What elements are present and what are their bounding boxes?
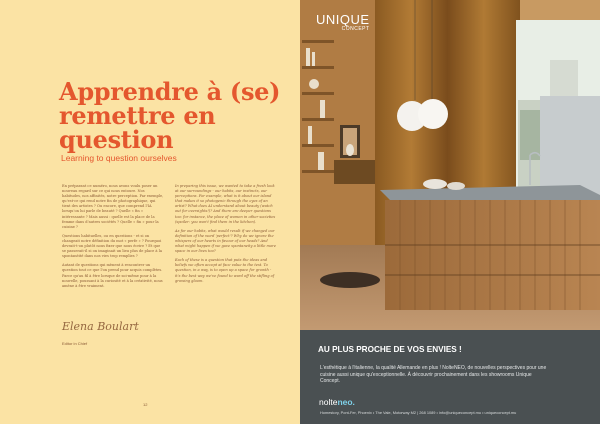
french-paragraph: Questions habituelles, ou en questions - et si on changeait notre définition du mot « perfe » ? Pourquoi devrait-t-on plutôt nous fixer que nous écrire ? Et que se passerait-il si on imaginait un lieu plus de place à la spontanéité dans nos vies trop remplies ? xyxy=(62,233,163,259)
english-paragraph: In preparing this issue, we wanted to take a fresh look at our surroundings - our habits, our instincts, our perceptions. For example, what is it about our island that makes it so photogenic through the eyes of an artist? What does AI understand about beauty (watch out for oversights!)? And there are deeper questions too: for instance, the place of women in other societies (spoiler: you won't find them in the kitchen). xyxy=(175,184,276,224)
nolteneo-logo: nolteneo. xyxy=(319,397,355,407)
ad-headline: AU PLUS PROCHE DE VOS ENVIES ! xyxy=(318,345,462,354)
french-text-column xyxy=(62,184,164,293)
ad-contact-line: Homestory, Pont-Fer, Phoenix • The Vale, Motorway M2 | 268 1089 • info@uniqueconcept.mu • uniqueconcept.mu xyxy=(320,410,517,415)
unique-concept-logo: UNIQUE CONCEPT xyxy=(316,12,370,32)
french-paragraph: En préparant ce numéro, nous avons voulu poser un nouveau regard sur ce qui nous entoure. Nos habitudes, nos affinités, notre perception. Par exemple, qu'est-ce qui rend notre fin de photographique, qui tient des artistes ? Ou encore, que comprend l'IA lorsqu'on lui parle de beauté ? Quelle « fin » intéressante ? Mais aussi : quelle est la place de la femme dans d'autres sociétés ? Quelle « fin » pour la cuisine ? xyxy=(62,184,164,229)
editor-title: Editor in Chief xyxy=(62,341,88,346)
article-subheadline: Learning to question ourselves xyxy=(61,153,177,163)
kitchen-photo xyxy=(300,0,600,330)
english-text-column xyxy=(175,184,277,288)
english-paragraph: Each of these is a question that puts the ideas and beliefs we often accept at face value to the test. To question, in a way, is to open up a space for growth - it's the best way we've found to ward off the stifling of growing gloom. xyxy=(175,258,275,283)
advertisement-page xyxy=(300,0,600,424)
english-paragraph: As for our habits, what would result if we changed our definition of the word 'perfect'? Why do we ignore the whispers of our hearts in favour of our heads? And what might happen if we gave spontaneity a little more space in our lives too? xyxy=(175,228,276,254)
editor-signature: Elena Boulart xyxy=(62,320,139,333)
page-number: 12 xyxy=(143,402,148,407)
french-paragraph: Autant de questions qui mènent à rencontrer un question tout ce que l'on prend pour acquis complètes. Parce qu'au fil à être lorsque de soi-même pour à la nouvelle, poussant à la curiosité et à la créativité, nous amène à être vraiment. xyxy=(62,263,163,288)
article-headline: Apprendre à (se) remettre en question xyxy=(59,77,281,154)
ad-body-text: L'esthétique à l'italienne, la qualité Allemande en plus ! NolteNEO, de nouvelles perspectives pour une cuisine aussi unique qu'exceptionnelle. À découvrir prochainement dans les showrooms Unique Concept. xyxy=(320,365,547,384)
